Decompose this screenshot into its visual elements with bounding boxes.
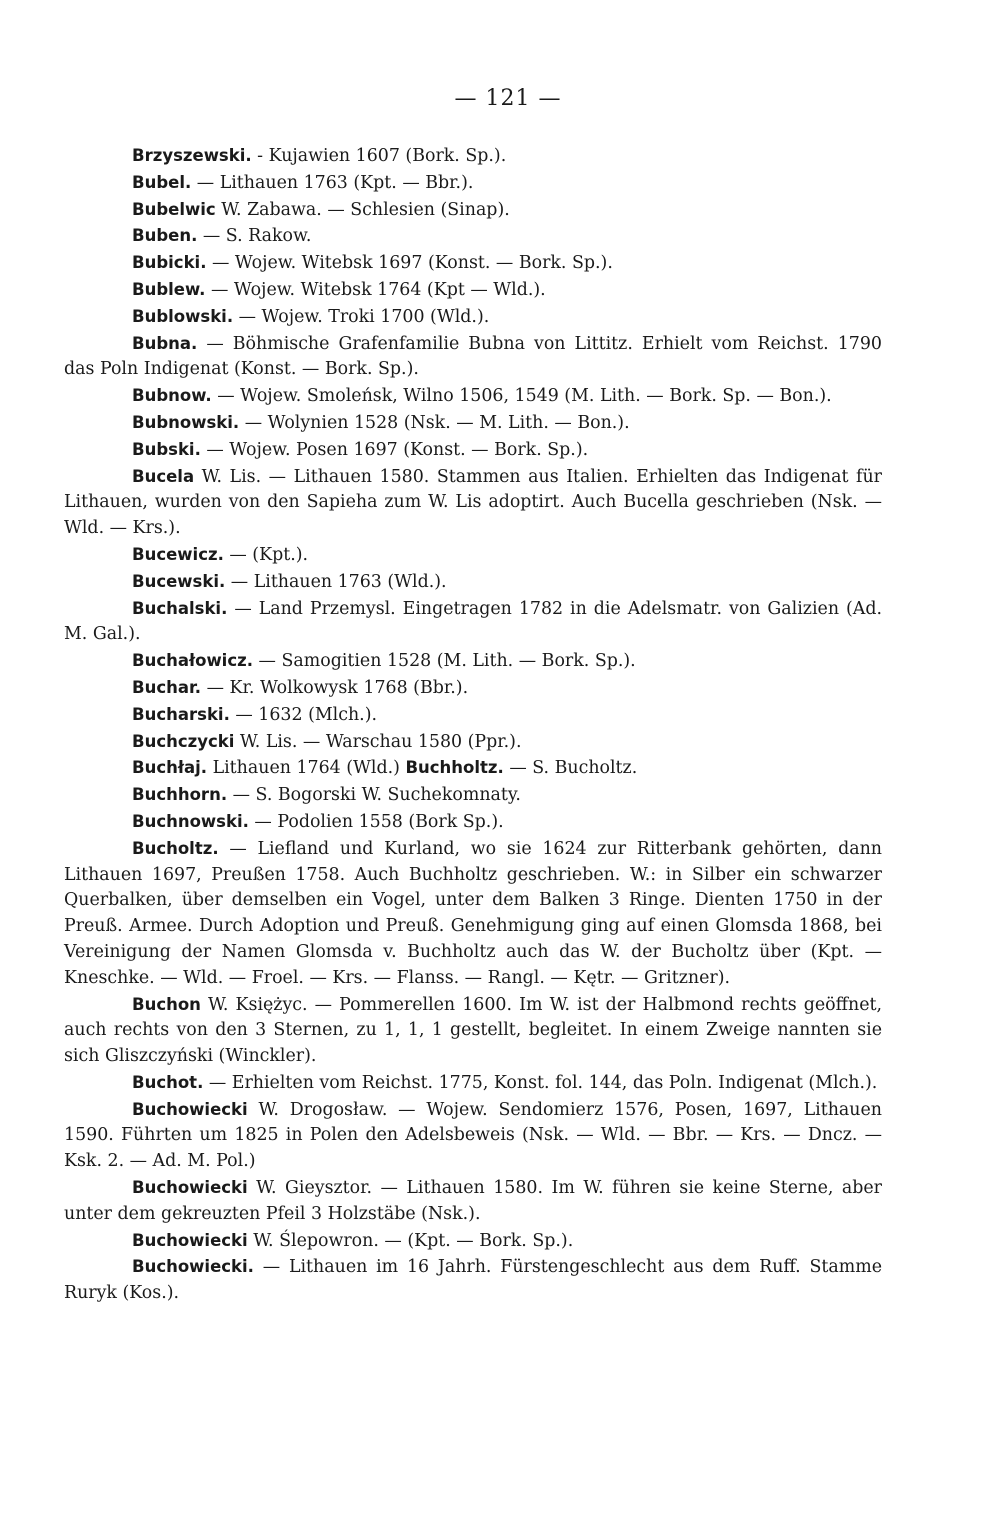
entry-surname: Bubelwic <box>132 199 216 219</box>
entry <box>64 648 882 675</box>
entry-surname: Buchałowicz. <box>132 651 253 671</box>
entry <box>64 992 882 1070</box>
entry <box>64 755 882 782</box>
entry-surname: Bubnow. <box>132 386 212 406</box>
entry-text: — Kr. Wolkowysk 1768 (Bbr.). <box>201 677 469 698</box>
entry-surname: Buben. <box>132 226 198 246</box>
entry-text: — Land Przemysl. Eingetragen 1782 in die Adelsmatr. von Galizien (Ad. M. Gal.). <box>64 598 882 645</box>
entry-text: — Wojew. Troki 1700 (Wld.). <box>233 306 490 327</box>
entry-text: — Lithauen 1763 (Wld.). <box>225 571 447 592</box>
entry-surname: Bucewski. <box>132 571 226 591</box>
entry-surname: Bubna. <box>132 333 198 353</box>
entry-surname: Buchot. <box>132 1072 204 1092</box>
entry <box>64 782 882 809</box>
entry-surname: Brzyszewski. <box>132 146 252 165</box>
entry-text: W. Lis. — Warschau 1580 (Ppr.). <box>234 731 522 752</box>
entry-text: W. Księżyc. — Pommerellen 1600. Im W. ist der Halbmond rechts geöffnet, auch rechts von den 3 Sternen, zu 1, 1, 1 gestellt, begleitet. In einem Zweige nannten sie sich Gliszczyński (Winckler). <box>64 994 882 1067</box>
entry <box>64 1070 882 1097</box>
entry <box>64 383 882 410</box>
entry-surname: Bubicki. <box>132 253 207 273</box>
entry <box>64 277 882 304</box>
page-number: — 121 — <box>454 86 562 111</box>
entry <box>64 197 882 224</box>
entry-surname: Bublew. <box>132 279 206 299</box>
entry <box>64 410 882 437</box>
entry-text: — Wojew. Witebsk 1697 (Konst. — Bork. Sp.). <box>206 253 613 274</box>
entry-surname: Buchłaj. <box>132 758 208 778</box>
entry-surname: Buchowiecki <box>132 1099 248 1119</box>
entry-text: W. Gieysztor. — Lithauen 1580. Im W. führen sie keine Sterne, aber unter dem gekreuzten Pfeil 3 Holzstäbe (Nsk.). <box>64 1178 882 1224</box>
entry <box>64 464 882 542</box>
entry-text: — S. Bogorski W. Suchekomnaty. <box>227 785 521 806</box>
entry-text: — Böhmische Grafenfamilie Bubna von Littitz. Erhielt vom Reichst. 1790 das Poln Indigenat (Konst. — Bork. Sp.). <box>64 333 882 380</box>
entry <box>64 596 882 649</box>
entry-text: — Wojew. Posen 1697 (Konst. — Bork. Sp.). <box>200 439 589 460</box>
entry-surname: Buchon <box>132 994 201 1014</box>
entry-list <box>64 143 882 1307</box>
entry-text: — Lithauen 1763 (Kpt. — Bbr.). <box>191 172 474 193</box>
entry-text: — S. Rakow. <box>197 226 312 247</box>
entry-surname: Bucela <box>132 466 195 486</box>
entry <box>64 437 882 464</box>
entry <box>64 569 882 596</box>
entry-surname: Buchholtz. <box>405 758 504 778</box>
entry-surname: Buchowiecki <box>132 1178 248 1198</box>
entry <box>64 542 882 569</box>
entry-text: Lithauen 1764 (Wld.) <box>207 758 406 779</box>
entry-surname: Bubski. <box>132 439 201 459</box>
entry-surname: Bublowski. <box>132 306 234 326</box>
entry-text: — Lithauen im 16 Jahrh. Fürstengeschlecht aus dem Ruff. Stamme Ruryk (Kos.). <box>64 1257 882 1304</box>
entry-text: — S. Bucholtz. <box>503 758 638 779</box>
entry <box>64 729 882 756</box>
entry-surname: Buchowiecki. <box>132 1257 254 1277</box>
document-page <box>64 86 882 1307</box>
entry <box>64 702 882 729</box>
entry-text: W. Ślepowron. — (Kpt. — Bork. Sp.). <box>247 1230 574 1251</box>
entry <box>64 250 882 277</box>
entry <box>64 143 882 170</box>
entry-text: — Wolynien 1528 (Nsk. — M. Lith. — Bon.). <box>239 412 630 433</box>
entry-surname: Buchnowski. <box>132 811 249 831</box>
entry <box>64 223 882 250</box>
entry-text: W. Drogosław. — Wojew. Sendomierz 1576, Posen, 1697, Lithauen 1590. Führten um 1825 in Polen den Adelsbeweis (Nsk. — Wld. — Bbr. — Krs. — Dncz. — Ksk. 2. — Ad. M. Pol.) <box>64 1099 882 1172</box>
entry <box>64 331 882 384</box>
entry-surname: Buchhorn. <box>132 785 228 805</box>
entry <box>64 809 882 836</box>
entry-text: — Wojew. Smoleńsk, Wilno 1506, 1549 (M. Lith. — Bork. Sp. — Bon.). <box>211 386 832 407</box>
entry-text: — (Kpt.). <box>223 544 309 565</box>
entry <box>64 170 882 197</box>
entry-surname: Bubnowski. <box>132 412 240 432</box>
entry-surname: Buchczycki <box>132 731 235 751</box>
entry-text: — Wojew. Witebsk 1764 (Kpt — Wld.). <box>205 279 546 300</box>
entry-text: — 1632 (Mlch.). <box>229 704 378 725</box>
entry-surname: Buchalski. <box>132 598 228 618</box>
entry <box>64 1175 882 1228</box>
entry <box>64 675 882 702</box>
entry-surname: Bucharski. <box>132 704 230 724</box>
entry-surname: Bucholtz. <box>132 838 219 858</box>
entry-surname: Bucewicz. <box>132 544 224 564</box>
entry <box>64 1254 882 1307</box>
entry-text: W. Lis. — Lithauen 1580. Stammen aus Italien. Erhielten das Indigenat für Lithauen, wurden von den Sapieha zum W. Lis adoptirt. Auch Bucella geschrieben (Nsk. — Wld. — Krs.). <box>64 466 882 539</box>
entry-text: - Kujawien 1607 (Bork. Sp.). <box>251 146 507 166</box>
entry-surname: Bubel. <box>132 172 192 192</box>
entry-text: — Podolien 1558 (Bork Sp.). <box>248 811 504 832</box>
entry <box>64 1097 882 1175</box>
entry-surname: Buchowiecki <box>132 1230 248 1250</box>
entry-text: — Samogitien 1528 (M. Lith. — Bork. Sp.). <box>253 651 636 672</box>
entry-surname: Buchar. <box>132 677 202 697</box>
entry-text: — Liefland und Kurland, wo sie 1624 zur Ritterbank gehörten, dann Lithauen 1697, Preußen 1758. Auch Buchholtz geschrieben. W.: in Silber ein schwarzer Querbalken, über demselben ein Vogel, unter dem Balken 3 Ringe. Dienten 1750 in der Preuß. Armee. Durch Adoption und Preuß. Genehmigung ging auf einen Glomsda 1868, bei Vereinigung der Namen Glomsda v. Buchholtz auch das W. der Bucholtz über (Kpt. — Kneschke. — Wld. — Froel. — Krs. — Flanss. — Rangl. — Kętr. — Gritzner). <box>64 838 882 988</box>
entry-text: — Erhielten vom Reichst. 1775, Konst. fol. 144, das Poln. Indigenat (Mlch.). <box>203 1072 878 1093</box>
entry <box>64 304 882 331</box>
entry <box>64 836 882 992</box>
entry <box>64 1228 882 1255</box>
entry-text: W. Zabawa. — Schlesien (Sinap). <box>215 199 510 220</box>
